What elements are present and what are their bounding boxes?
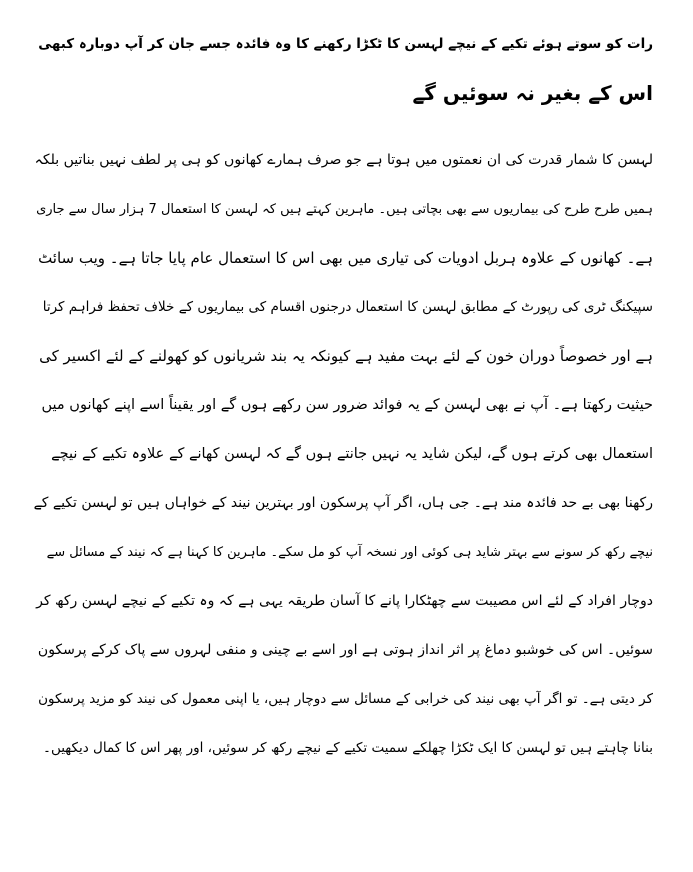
- body-line: سوئیں۔ اس کی خوشبو دماغ پر اثر انداز ہوتی ہے اور اسے بے چینی و منفی لہروں سے پاک کرکے پرسکون: [37, 642, 653, 658]
- body-line: لہسن کا شمار قدرت کی ان نعمتوں میں ہوتا ہے جو صرف ہمارے کھانوں کو ہی پر لطف نہیں بناتیں بلکہ: [34, 152, 653, 168]
- body-line: ہے۔ کھانوں کے علاوہ ہربل ادویات کی تیاری میں بھی اس کا استعمال عام پایا جاتا ہے۔ ویب سائٹ: [38, 249, 653, 267]
- body-line: دوچار افراد کے لئے اس مصیبت سے چھٹکارا پانے کا آسان طریقہ یہی ہے کہ وہ تکیے کے نیچے لہسن رکھ کر: [36, 593, 653, 609]
- body-line: رکھنا بھی بے حد فائدہ مند ہے۔ جی ہاں، اگر آپ پرسکون اور بہترین نیند کے خواہاں ہیں تو لہسن تکیے کے: [33, 495, 653, 511]
- article-body: [32, 136, 653, 773]
- headline-line: اس کے بغیر نہ سوئیں گے: [412, 81, 653, 105]
- body-line: ہمیں طرح طرح کی بیماریوں سے بھی بچاتی ہیں۔ ماہرین کہتے ہیں کہ لہسن کا استعمال 7 ہزار سال سے جاری: [36, 202, 653, 217]
- body-line: نیچے رکھ کر سونے سے بہتر شاید ہی کوئی اور نسخہ آپ کو مل سکے۔ ماہرین کا کہنا ہے کہ نیند کے مسائل سے: [46, 545, 653, 560]
- body-line: بنانا چاہتے ہیں تو لہسن کا ایک ٹکڑا چھلکے سمیت تکیے کے نیچے رکھ کر سوئیں، اور پھر اس کا کمال دیکھیں۔: [43, 740, 653, 756]
- body-line: استعمال بھی کرتے ہوں گے، لیکن شاید یہ نہیں جانتے ہوں گے کہ لہسن کھانے کے علاوہ تکیے کے نیچے: [51, 446, 653, 462]
- body-line: کر دیتی ہے۔ تو اگر آپ بھی نیند کی خرابی کے مسائل سے دوچار ہیں، یا اپنی معمول کی نیند کو مزید پرسکون: [38, 691, 653, 707]
- article-headline: [32, 20, 653, 118]
- body-line: ہے اور خصوصاً دوران خون کے لئے بہت مفید ہے کیونکہ یہ بند شریانوں کو کھولنے کے لئے اکسیر کی: [39, 347, 653, 365]
- body-line: حیثیت رکھتا ہے۔ آپ نے بھی لہسن کے یہ فوائد ضرور سن رکھے ہوں گے اور یقیناً اسے اپنے کھانوں میں: [41, 397, 653, 413]
- body-line: سپیکنگ ٹری کی رپورٹ کے مطابق لہسن کا استعمال درجنوں اقسام کی بیماریوں کے خلاف تحفظ فراہم کرتا: [42, 299, 653, 315]
- headline-line: رات کو سوتے ہوئے تکیے کے نیچے لہسن کا ٹکڑا رکھنے کا وہ فائدہ جسے جان کر آپ دوبارہ کبھی: [38, 36, 653, 52]
